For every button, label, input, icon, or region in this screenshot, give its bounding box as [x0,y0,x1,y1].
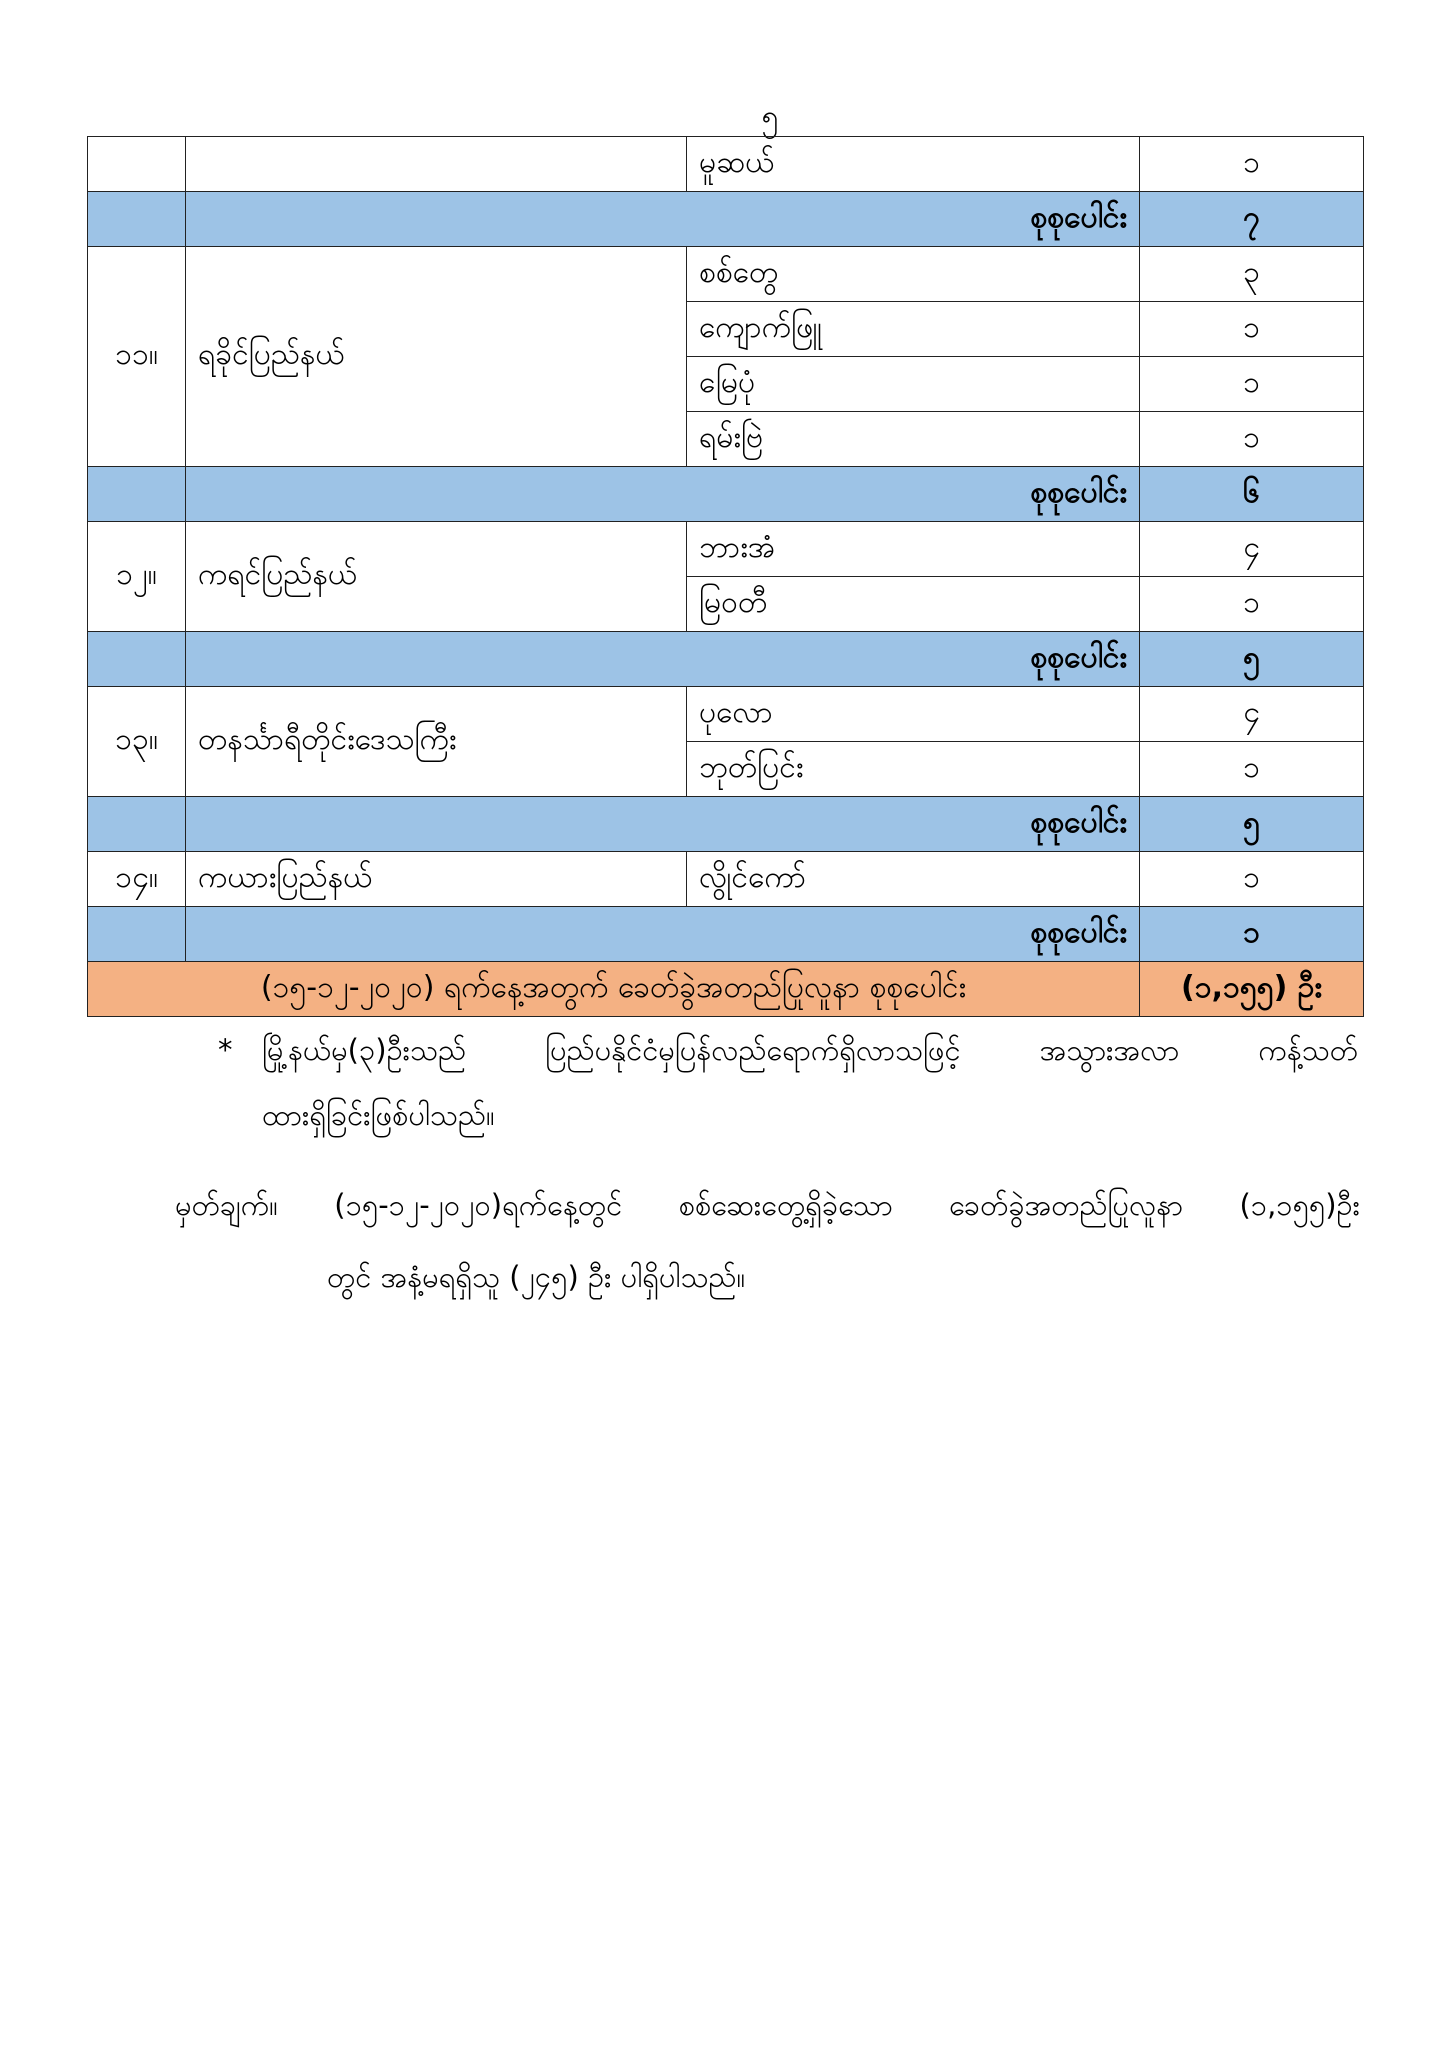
table-row [88,247,1364,302]
region-cell: တနင်္သာရီတိုင်းဒေသကြီး [186,687,687,797]
page-number: ၅ [761,99,779,134]
note-line-1: မှတ်ချက်။ (၁၅-၁၂-၂၀၂၀)ရက်နေ့တွင် စစ်ဆေးတွေ့ရှိခဲ့သော ခေတ်ခွဲအတည်ပြုလူနာ (၁,၁၅၅)ဦး [175,1188,1360,1222]
footnote-line-1: မြို့နယ်မှ(၃)ဦးသည် ပြည်ပနိုင်ငံမှပြန်လည်ရောက်ရှိလာသဖြင့် အသွားအလာ ကန့်သတ် [262,1033,1358,1067]
subtotal-label: စုစုပေါင်း [186,632,1140,687]
table-row [88,522,1364,577]
count-cell: ၄ [1140,522,1364,577]
subtotal-label: စုစုပေါင်း [186,192,1140,247]
subtotal-row [88,192,1364,247]
township-cell: ဘားအံ [687,522,1140,577]
count-cell: ၁ [1140,742,1364,797]
subtotal-row [88,632,1364,687]
table-row [88,852,1364,907]
count-cell: ၁ [1140,302,1364,357]
grand-total-count: (၁,၁၅၅) ဦး [1140,962,1364,1017]
subtotal-row [88,467,1364,522]
region-cell: ရခိုင်ပြည်နယ် [186,247,687,467]
count-cell: ၁ [1140,412,1364,467]
count-cell: ၃ [1140,247,1364,302]
township-cell: မြဝတီ [687,577,1140,632]
footnote-marker: * [218,1033,233,1067]
township-cell: ရမ်းဗြဲ [687,412,1140,467]
count-cell: ၁ [1140,852,1364,907]
table-row [88,137,1364,192]
case-summary-table [87,136,1364,1017]
footnote [218,1025,1358,1075]
subtotal-row [88,907,1364,962]
subtotal-count: ၁ [1140,907,1364,962]
subtotal-count: ၇ [1140,192,1364,247]
subtotal-count: ၅ [1140,797,1364,852]
township-cell: မူဆယ် [687,137,1140,192]
count-cell: ၁ [1140,137,1364,192]
grand-total-label: (၁၅-၁၂-၂၀၂၀) ရက်နေ့အတွက် ခေတ်ခွဲအတည်ပြုလူနာ စုစုပေါင်း [88,962,1140,1017]
township-cell: လွိုင်ကော် [687,852,1140,907]
grand-total-row [88,962,1364,1017]
row-number-cell: ၁၂။ [88,522,186,632]
subtotal-row [88,797,1364,852]
region-cell [186,137,687,192]
count-cell: ၁ [1140,357,1364,412]
subtotal-label: စုစုပေါင်း [186,467,1140,522]
row-number-cell: ၁၁။ [88,247,186,467]
row-number-cell [88,137,186,192]
subtotal-count: ၅ [1140,632,1364,687]
township-cell: ပုလော [687,687,1140,742]
count-cell: ၁ [1140,577,1364,632]
subtotal-label: စုစုပေါင်း [186,797,1140,852]
region-cell: ကရင်ပြည်နယ် [186,522,687,632]
region-cell: ကယားပြည်နယ် [186,852,687,907]
subtotal-label: စုစုပေါင်း [186,907,1140,962]
count-cell: ၄ [1140,687,1364,742]
row-number-cell: ၁၃။ [88,687,186,797]
township-cell: မြေပုံ [687,357,1140,412]
row-number-cell: ၁၄။ [88,852,186,907]
table-row [88,687,1364,742]
subtotal-count: ၆ [1140,467,1364,522]
note-line-2: တွင် အနံ့မရရှိသူ (၂၄၅) ဦး ပါရှိပါသည်။ [327,1260,746,1294]
township-cell: စစ်တွေ [687,247,1140,302]
footnote-line-2: ထားရှိခြင်းဖြစ်ပါသည်။ [262,1098,495,1132]
township-cell: ဘုတ်ပြင်း [687,742,1140,797]
township-cell: ကျောက်ဖြူ [687,302,1140,357]
